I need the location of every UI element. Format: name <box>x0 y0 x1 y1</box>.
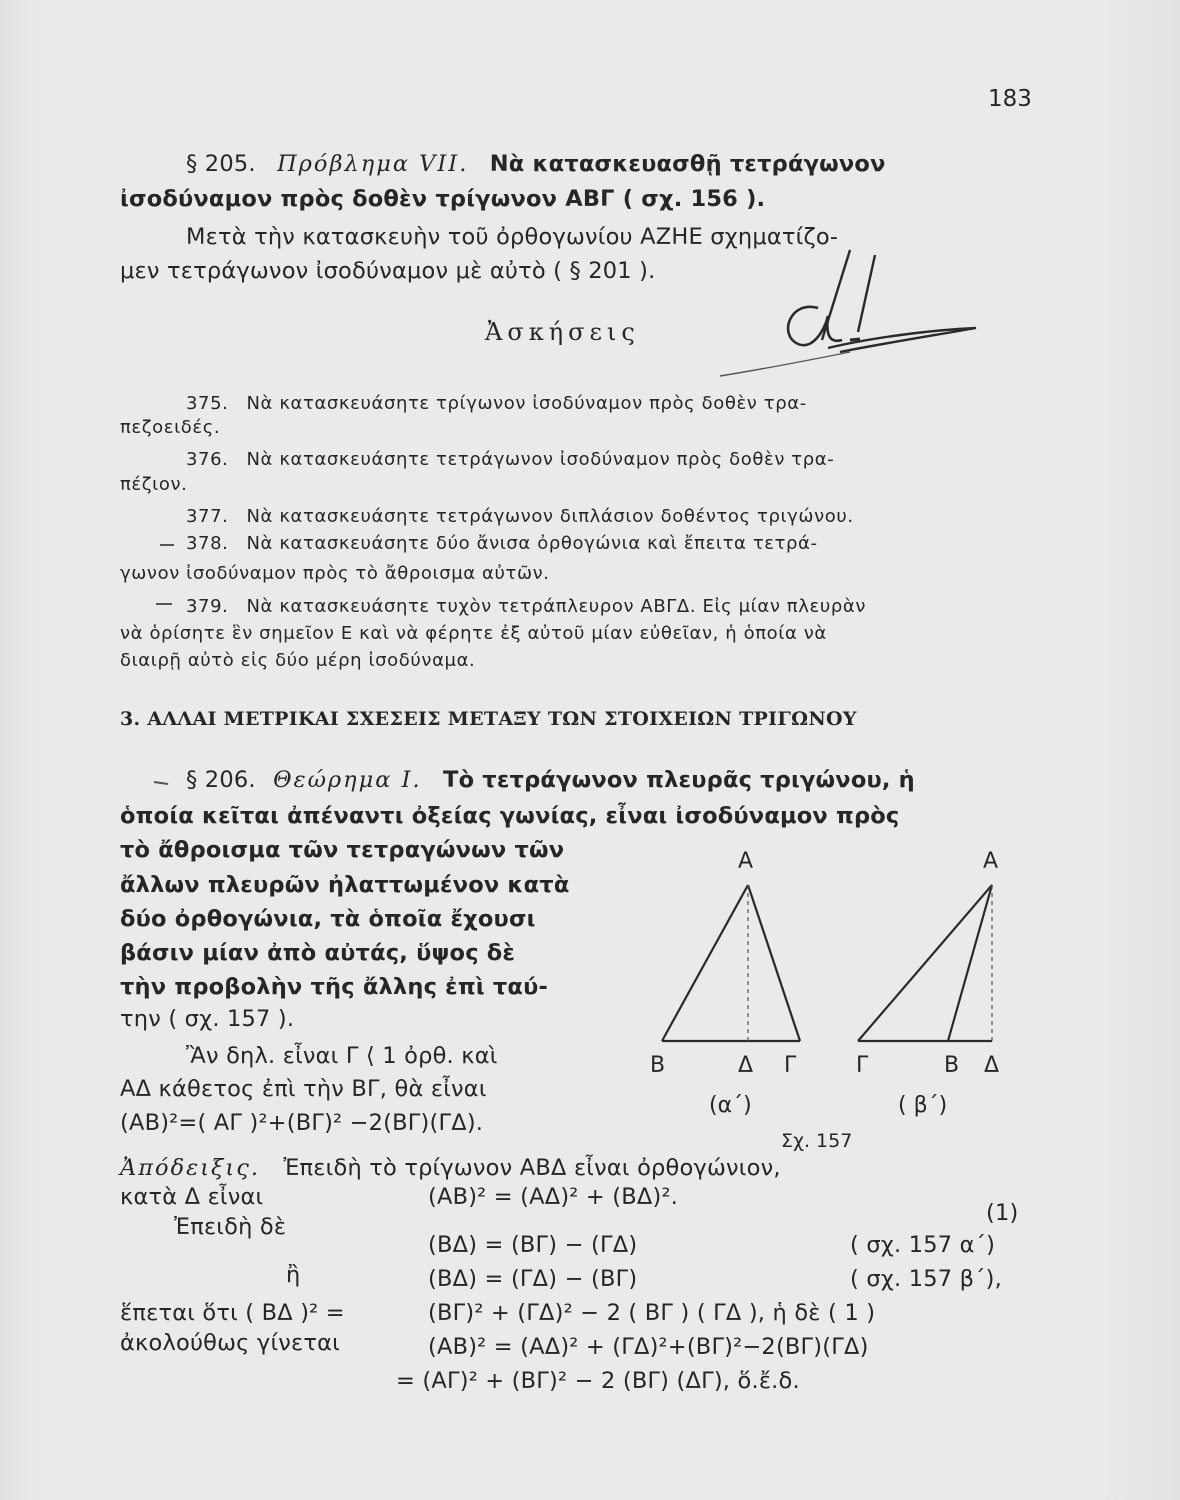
handwritten-signature <box>700 240 990 380</box>
proof-row-ref: ( σχ. 157 α΄) <box>850 1232 996 1258</box>
exercise-378 <box>186 533 1029 554</box>
fig-b-vertex-G: Γ <box>856 1053 869 1078</box>
proof-row-left: Ἐπειδὴ δὲ <box>174 1214 287 1240</box>
section-3-heading: 3. ΑΛΛΑΙ ΜΕΤΡΙΚΑΙ ΣΧΕΣΕΙΣ ΜΕΤΑΞΥ ΤΩΝ ΣΤΟΙΧΕΙΩΝ ΤΡΙΓΩΝΟΥ <box>120 708 857 730</box>
theorem-line: βάσιν μίαν ἀπὸ αὐτάς, ὕψος δὲ <box>120 940 516 966</box>
exercise-375-line2: πεζοειδές. <box>120 417 221 438</box>
hypothesis-line1: Ἂν δηλ. εἶναι Γ ⟨ 1 ὀρθ. καὶ <box>186 1043 498 1069</box>
pencil-dash <box>150 772 180 792</box>
solution-line2: μεν τετράγωνον ἰσοδύναμον μὲ αὐτὸ ( § 201 ). <box>120 258 656 284</box>
problem-statement-line1: Νὰ κατασκευασθῇ τετράγωνον <box>489 151 886 177</box>
pencil-marks <box>150 535 190 615</box>
exercise-376 <box>186 449 1029 470</box>
theorem-label: Θεώρημα Ι. <box>273 767 422 793</box>
fig-a-vertex-B: Β <box>650 1053 666 1078</box>
exercise-number: 378. <box>186 533 229 554</box>
theorem-line: τὸ ἄθροισμα τῶν τετραγώνων τῶν <box>120 837 565 863</box>
section-205-header <box>186 151 1028 177</box>
exercise-text: Νὰ κατασκευάσητε τυχὸν τετράπλευρον ΑΒΓΔ. Εἰς μίαν πλευρὰν <box>246 596 866 617</box>
fig-b-vertex-D: Δ <box>984 1053 1000 1078</box>
theorem-line: ὁποία κεῖται ἀπέναντι ὀξείας γωνίας, εἶναι ἰσοδύναμον πρὸς <box>120 803 900 829</box>
exercise-378-line2: γωνον ἰσοδύναμον πρὸς τὸ ἄθροισμα αὐτῶν. <box>120 563 550 584</box>
hypothesis-formula: (ΑΒ)²=( ΑΓ )²+(ΒΓ)² −2(ΒΓ)(ΓΔ). <box>120 1110 484 1136</box>
fig-b-vertex-A: Α <box>983 849 999 874</box>
fig-a-label: (α΄) <box>709 1093 752 1118</box>
exercise-number: 375. <box>186 393 229 414</box>
page-number: 183 <box>988 86 1032 112</box>
proof-row-ref: ( σχ. 157 β΄), <box>850 1266 1002 1292</box>
exercises-title: Ἀσκήσεις <box>485 318 640 346</box>
theorem-line: ἄλλων πλευρῶν ἠλαττωμένον κατὰ <box>120 872 570 898</box>
exercise-376-line2: πέζιον. <box>120 474 188 495</box>
proof-row-left: ἢ <box>286 1262 301 1288</box>
section-205-marker: § 205. <box>186 151 256 177</box>
fig-b-vertex-B: Β <box>944 1053 960 1078</box>
proof-row-formula: (ΑΒ)² = (ΑΔ)² + (ΒΔ)². <box>428 1184 679 1210</box>
proof-label: Ἀπόδειξις. <box>120 1155 260 1181</box>
exercise-379-line2: νὰ ὁρίσητε ἓν σημεῖον Ε καὶ νὰ φέρητε ἐξ αὐτοῦ μίαν εὐθεῖαν, ἡ ὁποία νὰ <box>120 623 827 644</box>
fig-a-vertex-A: Α <box>738 849 754 874</box>
proof-line1: Ἐπειδὴ τὸ τρίγωνον ΑΒΔ εἶναι ὀρθογώνιον, <box>283 1155 781 1181</box>
fig-b-label: ( β΄) <box>898 1093 948 1118</box>
proof-row-formula: (ΒΔ) = (ΓΔ) − (ΒΓ) <box>428 1266 638 1292</box>
exercise-text: Νὰ κατασκευάσητε δύο ἄνισα ὀρθογώνια καὶ ἔπειτα τετρά- <box>246 533 818 554</box>
section-206-marker: § 206. <box>186 767 256 793</box>
exercise-375 <box>186 393 1029 414</box>
triangle-a <box>662 885 800 1041</box>
fig-a-vertex-G: Γ <box>784 1053 797 1078</box>
theorem-line: τὴν προβολὴν τῆς ἄλλης ἐπὶ ταύ- <box>120 974 549 1000</box>
proof-header <box>120 1155 1030 1181</box>
fig-a-vertex-D: Δ <box>738 1053 754 1078</box>
proof-row-formula: = (ΑΓ)² + (ΒΓ)² − 2 (ΒΓ) (ΔΓ), ὅ.ἔ.δ. <box>396 1368 800 1394</box>
proof-row-formula: (ΒΔ) = (ΒΓ) − (ΓΔ) <box>428 1232 638 1258</box>
proof-row-left: ἀκολούθως γίνεται <box>120 1330 340 1356</box>
theorem-line: δύο ὀρθογώνια, τὰ ὁποῖα ἔχουσι <box>120 906 536 932</box>
solution-line1: Μετὰ τὴν κατασκευὴν τοῦ ὀρθογωνίου ΑΖΗΕ σχηματίζο- <box>186 224 839 250</box>
figure-caption: Σχ. 157 <box>781 1130 853 1152</box>
proof-row-formula: (ΑΒ)² = (ΑΔ)² + (ΓΔ)²+(ΒΓ)²−2(ΒΓ)(ΓΔ) <box>428 1334 869 1360</box>
exercise-number: 379. <box>186 596 229 617</box>
exercise-379 <box>186 596 1029 617</box>
theorem-line: Τὸ τετράγωνον πλευρᾶς τριγώνου, ἡ <box>443 767 915 793</box>
equation-number: (1) <box>986 1200 1019 1226</box>
theorem-line: την ( σχ. 157 ). <box>120 1006 295 1032</box>
exercise-text: Νὰ κατασκευάσητε τετράγωνον διπλάσιον δοθέντος τριγώνου. <box>246 506 854 527</box>
exercise-number: 376. <box>186 449 229 470</box>
triangle-b <box>858 885 992 1041</box>
exercise-text: Νὰ κατασκευάσητε τετράγωνον ἰσοδύναμον πρὸς δοθὲν τρα- <box>246 449 835 470</box>
section-206-header <box>186 767 1029 793</box>
proof-row-left: ἕπεται ὅτι ( ΒΔ )² = <box>120 1300 345 1326</box>
figure-157 <box>640 845 1040 1155</box>
hypothesis-line2: ΑΔ κάθετος ἐπὶ τὴν ΒΓ, θὰ εἶναι <box>120 1076 487 1102</box>
exercise-number: 377. <box>186 506 229 527</box>
exercise-text: Νὰ κατασκευάσητε τρίγωνον ἰσοδύναμον πρὸς δοθὲν τρα- <box>246 393 807 414</box>
problem-label: Πρόβλημα VII. <box>277 151 469 177</box>
problem-statement-line2: ἰσοδύναμον πρὸς δοθὲν τρίγωνον ΑΒΓ ( σχ. 156 ). <box>120 186 766 212</box>
exercise-377 <box>186 506 1029 527</box>
exercise-379-line3: διαιρῇ αὐτὸ εἰς δύο μέρη ἰσοδύναμα. <box>120 650 476 671</box>
proof-row-left: κατὰ Δ εἶναι <box>120 1184 264 1210</box>
proof-row-formula: (ΒΓ)² + (ΓΔ)² − 2 ( ΒΓ ) ( ΓΔ ), ἡ δὲ ( 1 ) <box>428 1300 876 1326</box>
